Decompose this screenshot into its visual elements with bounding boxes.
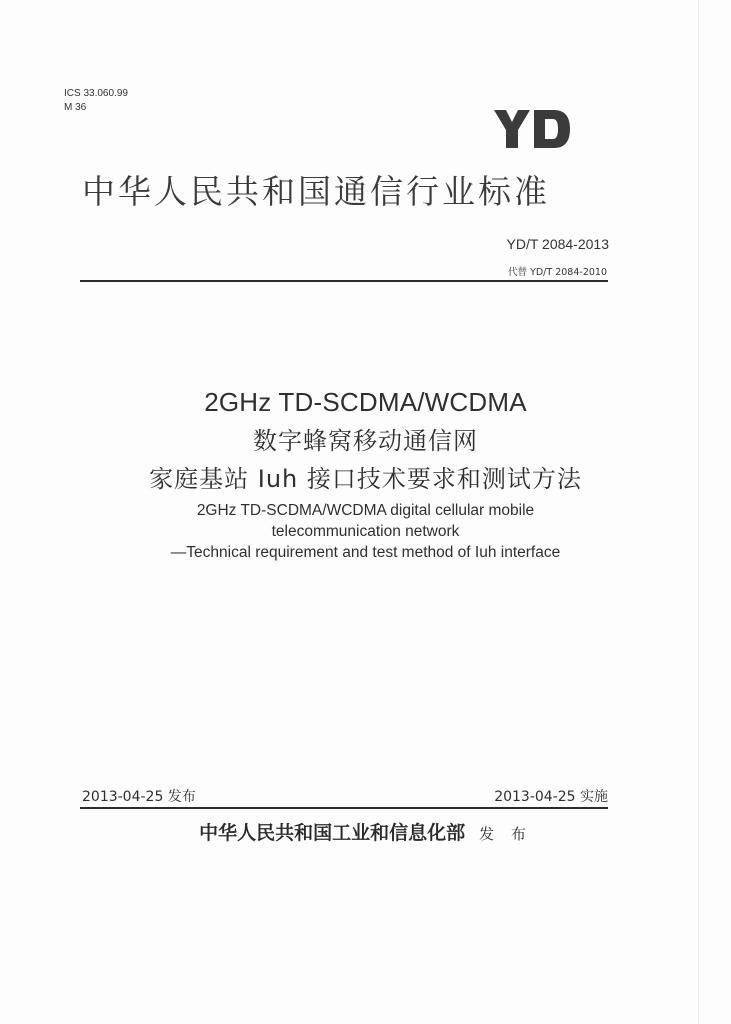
ics-code: ICS 33.060.99 [64,88,128,99]
standard-number: YD/T 2084-2013 [506,236,609,252]
effective-date: 2013-04-25 实施 [494,789,608,805]
issuer-line [0,818,731,845]
top-divider [80,280,608,282]
replaces-standard: 代替 YD/T 2084-2010 [508,267,607,278]
issuer-name: 中华人民共和国工业和信息化部 [199,822,466,844]
class-code: M 36 [64,102,87,113]
main-title-line-2: 数字蜂窝移动通信网 [253,427,478,455]
english-title-line-2: telecommunication network [271,523,460,540]
standard-category-title: 中华人民共和国通信行业标准 [82,172,550,211]
main-title [0,382,731,498]
yd-logo [492,108,572,150]
classification-block [64,87,128,115]
publish-date: 2013-04-25 发布 [82,789,196,805]
english-title-line-3: —Technical requirement and test method of Iuh interface [170,544,561,561]
scan-edge-line [698,0,699,1024]
issuer-action: 发 布 [479,825,532,843]
bottom-divider [80,807,608,809]
main-title-line-3: 家庭基站 Iuh 接口技术要求和测试方法 [149,465,582,493]
english-title-line-1: 2GHz TD-SCDMA/WCDMA digital cellular mobile [196,502,535,519]
english-title [0,500,731,563]
main-title-line-1: 2GHz TD-SCDMA/WCDMA [204,387,527,417]
